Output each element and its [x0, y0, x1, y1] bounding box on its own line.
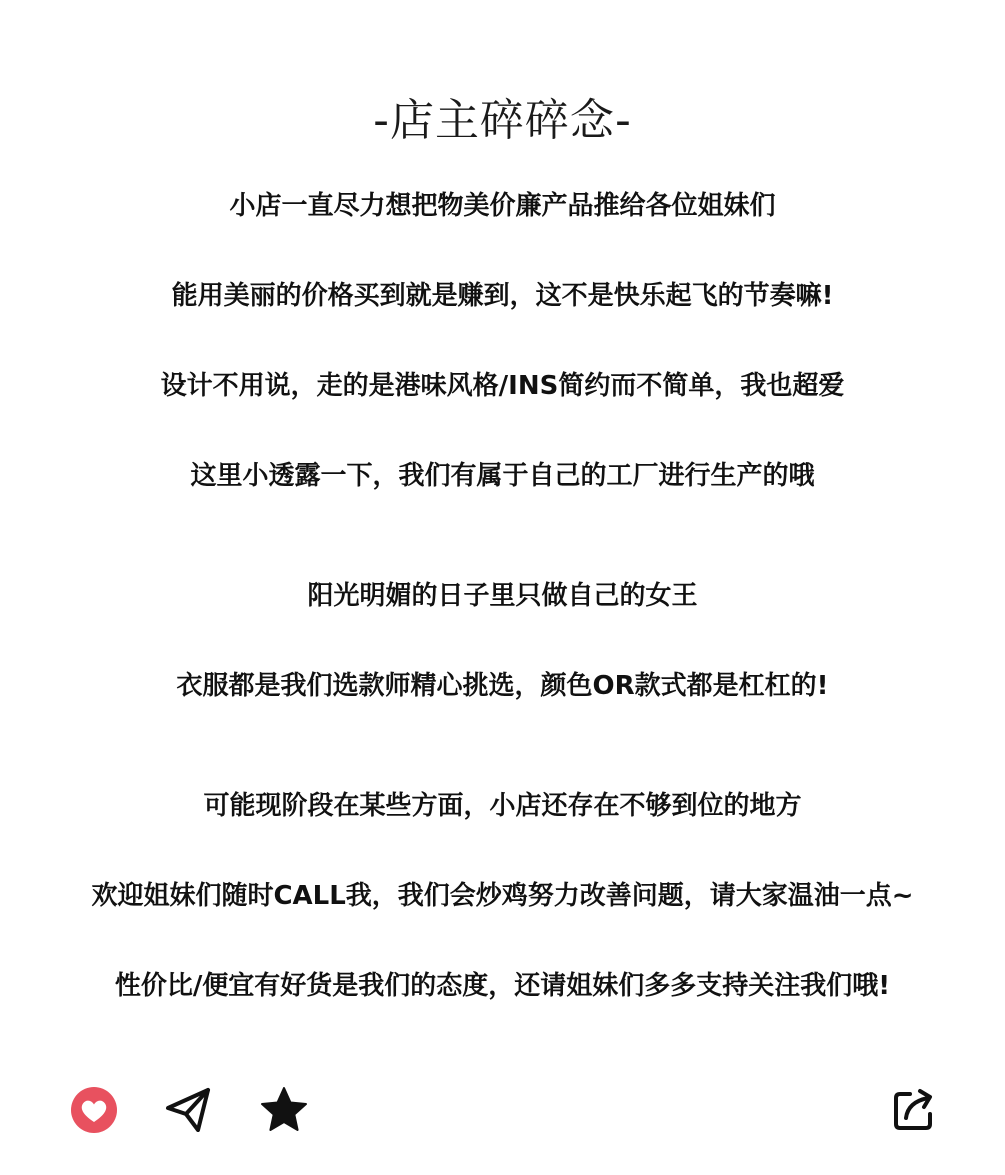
- favorite-button[interactable]: [256, 1082, 312, 1138]
- text-line-2: 能用美丽的价格买到就是赚到，这不是快乐起飞的节奏嘛!: [171, 281, 834, 311]
- paper-plane-icon: [162, 1084, 214, 1136]
- send-button[interactable]: [160, 1082, 216, 1138]
- share-icon: [888, 1084, 940, 1136]
- page-title: -店主碎碎念-: [373, 95, 632, 147]
- share-button[interactable]: [886, 1082, 942, 1138]
- text-line-1: 小店一直尽力想把物美价廉产品推给各位姐妹们: [229, 191, 776, 221]
- text-line-5: 阳光明媚的日子里只做自己的女王: [307, 581, 698, 611]
- like-button[interactable]: [66, 1082, 122, 1138]
- heart-icon: [68, 1084, 120, 1136]
- text-line-8: 欢迎姐妹们随时CALL我，我们会炒鸡努力改善问题，请大家温油一点~: [91, 881, 914, 911]
- text-line-3: 设计不用说，走的是港味风格/INS简约而不简单，我也超爱: [160, 371, 845, 401]
- text-line-6: 衣服都是我们选款师精心挑选，颜色OR款式都是杠杠的!: [176, 671, 829, 701]
- text-line-7: 可能现阶段在某些方面，小店还存在不够到位的地方: [203, 791, 802, 821]
- star-icon: [258, 1084, 310, 1136]
- text-line-9: 性价比/便宜有好货是我们的态度，还请姐妹们多多支持关注我们哦!: [114, 971, 891, 1001]
- text-line-4: 这里小透露一下，我们有属于自己的工厂进行生产的哦: [190, 461, 815, 491]
